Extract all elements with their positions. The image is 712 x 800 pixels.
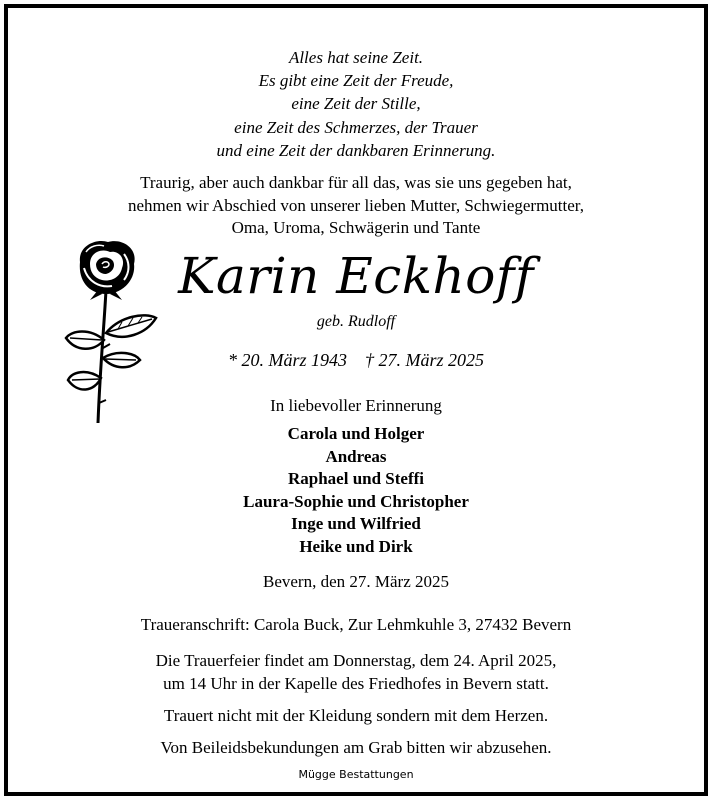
poem-line: Alles hat seine Zeit. — [288, 48, 424, 67]
dress-note: Trauert nicht mit der Kleidung sondern mit dem Herzen. — [163, 706, 549, 725]
memory-line: In liebevoller Erinnerung — [270, 396, 442, 415]
mourning-address: Traueranschrift: Carola Buck, Zur Lehmkuhle 3, 27432 Bevern — [140, 615, 572, 634]
ceremony-line: um 14 Uhr in der Kapelle des Friedhofes in Bevern statt. — [163, 673, 549, 693]
poem — [0, 46, 712, 162]
place-date: Bevern, den 27. März 2025 — [262, 572, 449, 591]
intro-line: nehmen wir Abschied von unserer lieben Mutter, Schwiegermutter, — [127, 195, 585, 215]
maiden-name: geb. Rudloff — [316, 313, 396, 330]
deceased-name: Karin Eckhoff — [178, 247, 534, 305]
intro-line: Oma, Uroma, Schwägerin und Tante — [231, 218, 481, 237]
undertaker-name: Mügge Bestattungen — [298, 768, 414, 781]
mourners-list — [0, 423, 712, 559]
mourner-name: Heike und Dirk — [299, 536, 413, 556]
mourner-name: Laura-Sophie und Christopher — [243, 491, 469, 511]
mourner-name: Andreas — [325, 446, 387, 466]
mourner-name: Inge und Wilfried — [291, 514, 421, 534]
mourner-name: Raphael und Steffi — [287, 469, 425, 489]
mourner-name: Carola und Holger — [287, 424, 425, 443]
birth-date: * 20. März 1943 — [227, 350, 347, 370]
condolence-note: Von Beileidsbekundungen am Grab bitten wir abzusehen. — [160, 738, 552, 757]
ceremony-line: Die Trauerfeier findet am Donnerstag, dem 24. April 2025, — [155, 651, 557, 670]
poem-line: eine Zeit der Stille, — [291, 94, 421, 114]
life-dates — [0, 348, 712, 372]
death-date: † 27. März 2025 — [365, 350, 485, 370]
poem-line: eine Zeit des Schmerzes, der Trauer — [234, 117, 478, 137]
intro-text — [0, 172, 712, 240]
ceremony-info — [0, 650, 712, 695]
intro-line: Traurig, aber auch dankbar für all das, was sie uns gegeben hat, — [140, 173, 572, 192]
poem-line: Es gibt eine Zeit der Freude, — [258, 71, 454, 91]
poem-line: und eine Zeit der dankbaren Erinnerung. — [216, 140, 496, 160]
